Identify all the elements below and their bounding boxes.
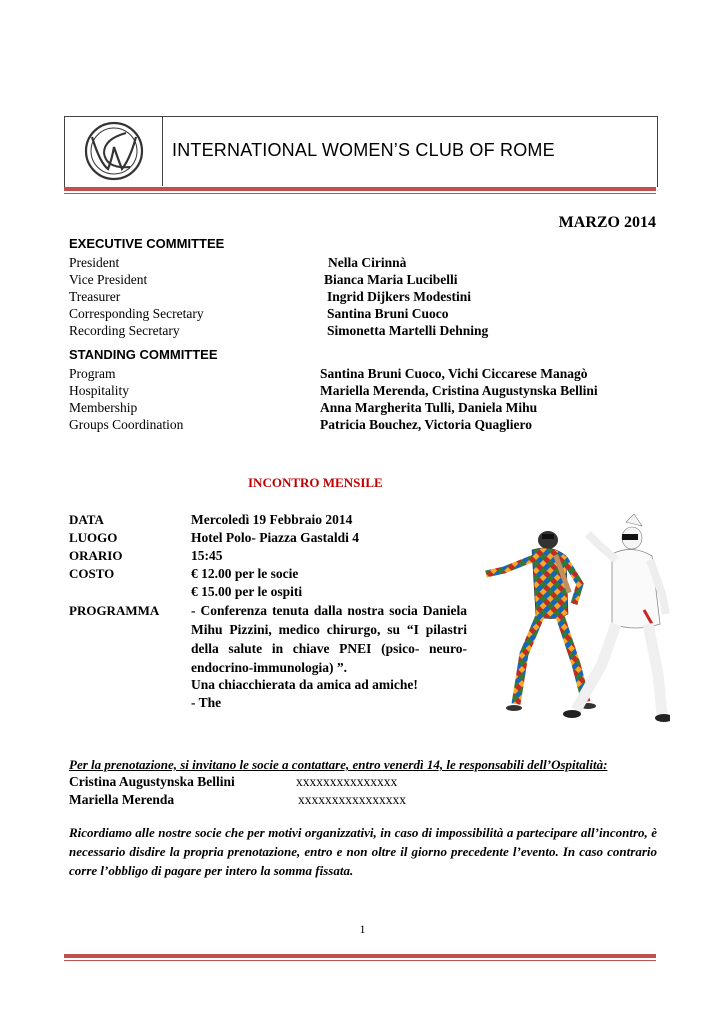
data-value: Mercoledì 19 Febbraio 2014 (191, 512, 353, 527)
luogo-value: Hotel Polo- Piazza Gastaldi 4 (191, 530, 359, 545)
month-title: MARZO 2014 (558, 214, 656, 231)
costo-value-members: € 12.00 per le socie (191, 566, 299, 581)
data-label: DATA (69, 512, 104, 527)
member-name: Simonetta Martelli Dehning (327, 323, 489, 338)
luogo-label: LUOGO (69, 530, 118, 545)
role-label: Groups Coordination (69, 417, 184, 432)
contact-phone: xxxxxxxxxxxxxxxx (298, 792, 406, 807)
programma-line3: - The (191, 695, 222, 710)
orario-label: ORARIO (69, 548, 123, 563)
header-divider (162, 116, 163, 186)
role-label: Vice President (69, 272, 148, 287)
cancellation-note: Ricordiamo alle nostre socie che per motivi organizzativi, in caso di impossibilità a partecipare all’incontro, è necessario disdire la propria prenotazione, entro e non oltre il giorno precedente l’evento. In caso contrario corre l’obbligo di pagare per intero la somma fissata. (69, 825, 657, 878)
contact-name: Cristina Augustynska Bellini (69, 774, 235, 789)
member-name: Santina Bruni Cuoco, Vichi Ciccarese Managò (320, 366, 588, 381)
orario-value: 15:45 (191, 548, 223, 563)
standing-committee-heading: STANDING COMMITTEE (69, 347, 218, 362)
member-name: Nella Cirinnà (328, 255, 407, 270)
club-title: INTERNATIONAL WOMEN’S CLUB OF ROME (172, 140, 555, 160)
role-label: Program (69, 366, 116, 381)
dancing-figures-image (476, 514, 670, 726)
programma-line2: Una chiacchierata da amica ad amiche! (191, 677, 418, 692)
role-label: Recording Secretary (69, 323, 180, 338)
club-logo-icon (74, 119, 154, 183)
role-label: Hospitality (69, 383, 129, 398)
role-label: President (69, 255, 120, 270)
footer-red-bar (64, 954, 656, 958)
member-name: Ingrid Dijkers Modestini (327, 289, 472, 304)
member-name: Anna Margherita Tulli, Daniela Mihu (320, 400, 538, 415)
member-name: Bianca Maria Lucibelli (324, 272, 458, 287)
header-red-line (64, 193, 656, 194)
contact-name: Mariella Merenda (69, 792, 175, 807)
role-label: Corresponding Secretary (69, 306, 204, 321)
page-number: 1 (359, 922, 366, 936)
role-label: Treasurer (69, 289, 121, 304)
header-red-bar (64, 187, 656, 191)
programma-label: PROGRAMMA (69, 603, 160, 618)
member-name: Patricia Bouchez, Victoria Quagliero (320, 417, 532, 432)
costo-value-guests: € 15.00 per le ospiti (191, 584, 303, 599)
programma-text: - Conferenza tenuta dalla nostra socia Daniela Mihu Pizzini, medico chirurgo, su “I pilastri della salute in chiave PNEI (psico- neuro-endocrino-immunologia) ”. (191, 603, 467, 675)
harlequin-figure (486, 531, 596, 711)
role-label: Membership (69, 400, 138, 415)
executive-committee-heading: EXECUTIVE COMMITTEE (69, 236, 225, 251)
contact-phone: xxxxxxxxxxxxxxx (296, 774, 398, 789)
meeting-title: INCONTRO MENSILE (248, 475, 383, 490)
member-name: Mariella Merenda, Cristina Augustynska Bellini (320, 383, 598, 398)
costo-label: COSTO (69, 566, 115, 581)
booking-intro: Per la prenotazione, si invitano le socie a contattare, entro venerdì 14, le responsabili dell’Ospitalità: (69, 757, 608, 772)
member-name: Santina Bruni Cuoco (327, 306, 449, 321)
footer-red-line (64, 960, 656, 961)
